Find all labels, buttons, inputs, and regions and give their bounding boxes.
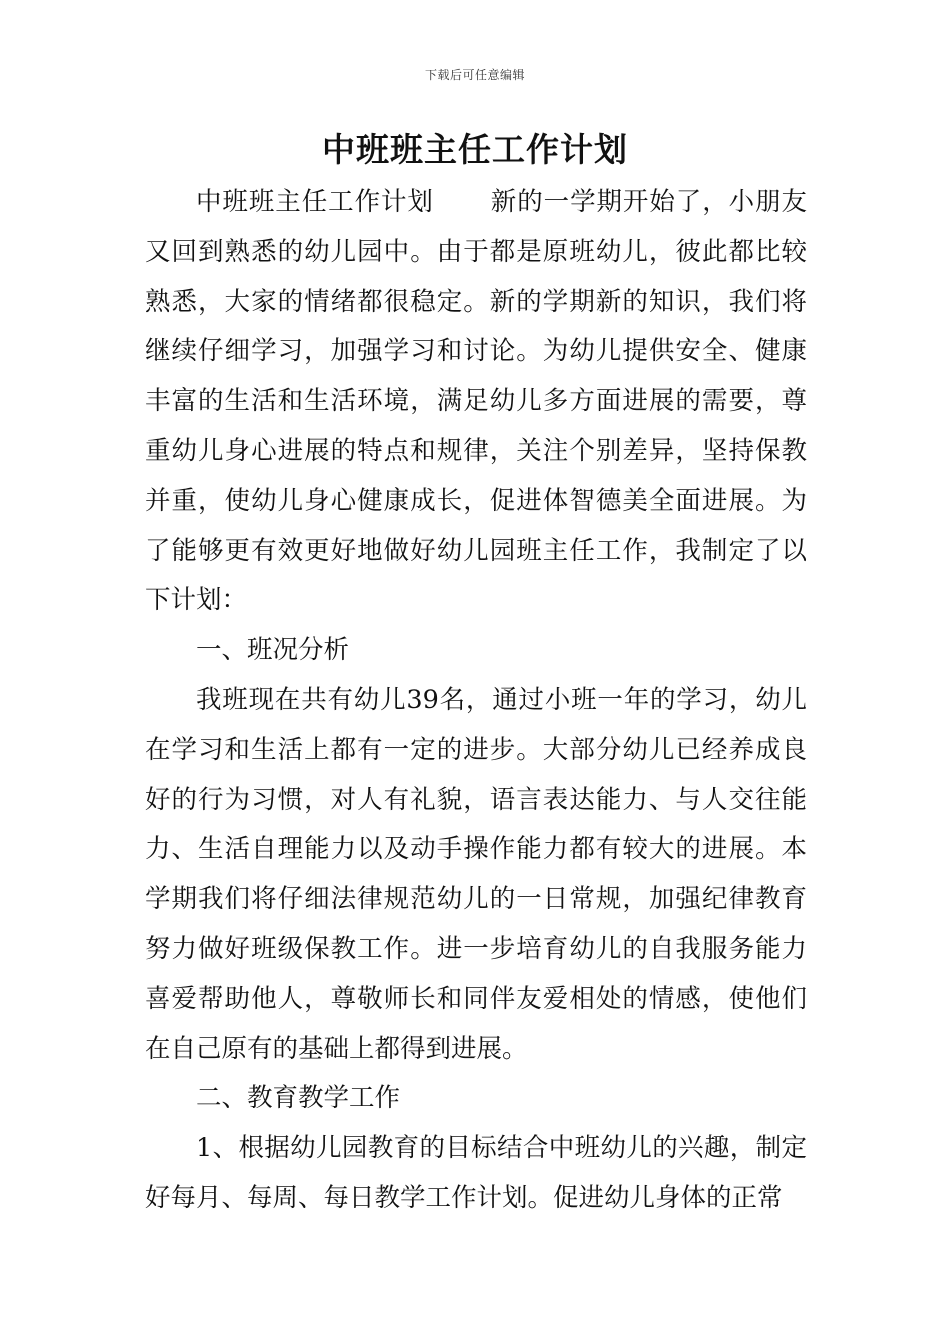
intro-paragraph: [145, 178, 807, 626]
document-title: 中班班主任工作计划: [322, 130, 628, 169]
teaching-work-item-1: 1、根据幼儿园教育的目标结合中班幼儿的兴趣，制定好每月、每周、每日教学工作计划。促进幼儿身体的正常: [145, 1133, 807, 1213]
document-body: [145, 178, 807, 1224]
class-analysis-paragraph: 我班现在共有幼儿39名，通过小班一年的学习，幼儿在学习和生活上都有一定的进步。大部分幼儿已经养成良好的行为习惯，对人有礼貌，语言表达能力、与人交往能力、生活自理能力以及动手操作能力都有较大的进展。本学期我们将仔细法律规范幼儿的一日常规，加强纪律教育努力做好班级保教工作。进一步培育幼儿的自我服务能力喜爱帮助他人，尊敬师长和同伴友爱相处的情感，使他们在自己原有的基础上都得到进展。: [145, 684, 807, 1064]
intro-lead: 中班班主任工作计划: [196, 187, 434, 217]
section-heading-teaching-work: 二、教育教学工作: [196, 1083, 401, 1114]
intro-text: 新的一学期开始了，小朋友又回到熟悉的幼儿园中。由于都是原班幼儿，彼此都比较熟悉，大家的情绪都很稳定。新的学期新的知识，我们将继续仔细学习，加强学习和讨论。为幼儿提供安全、健康丰富的生活和生活环境，满足幼儿多方面进展的需要，尊重幼儿身心进展的特点和规律，关注个别差异，坚持保教并重，使幼儿身心健康成长，促进体智德美全面进展。为了能够更有效更好地做好幼儿园班主任工作，我制定了以下计划：: [145, 187, 807, 616]
page-header-note: 下载后可任意编辑: [424, 68, 525, 82]
section-heading-class-analysis: 一、班况分析: [196, 635, 350, 666]
